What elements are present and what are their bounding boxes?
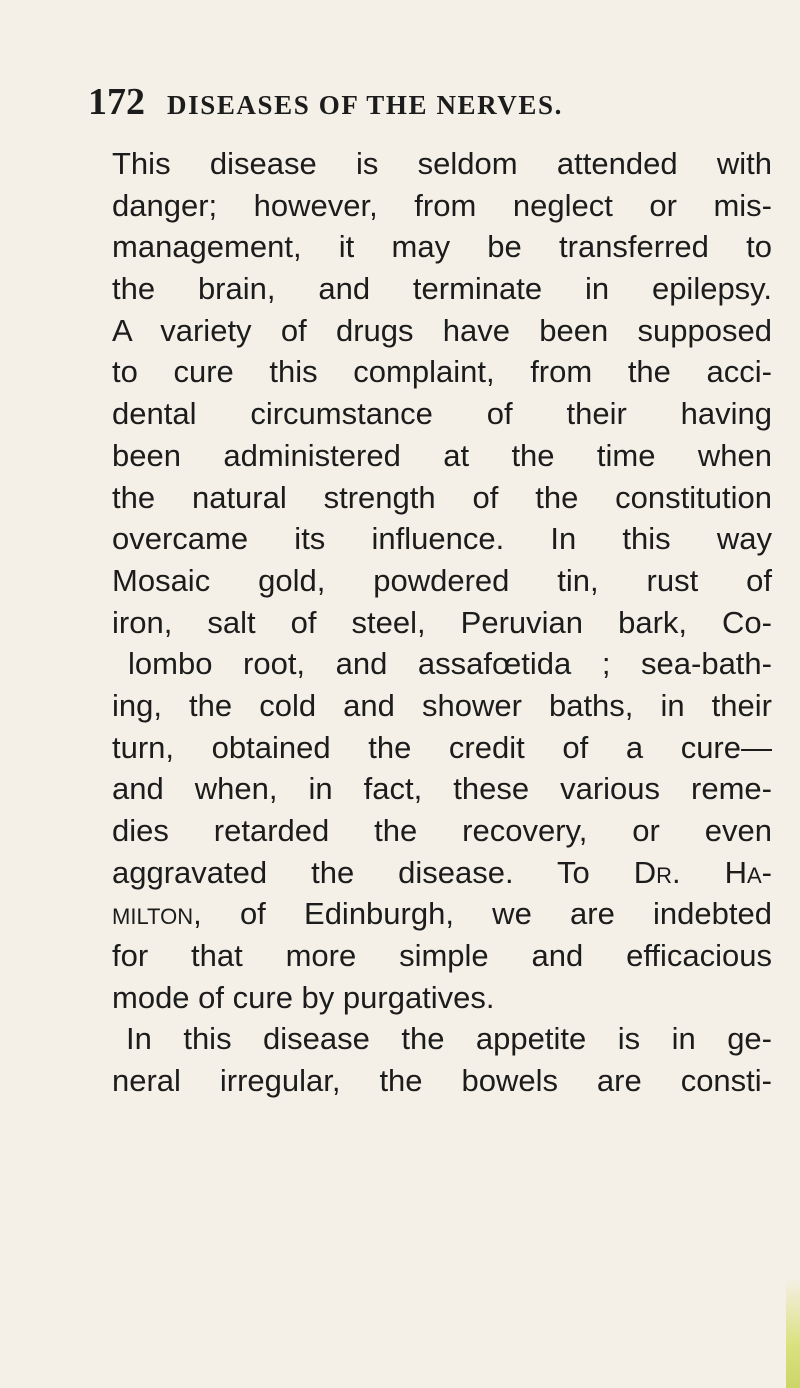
author-name-part: mi: [112, 896, 137, 932]
text-line: and when, in fact, these various reme-: [112, 771, 772, 807]
page-edge-stain: [786, 1278, 800, 1388]
author-name-part: lton: [136, 896, 194, 932]
text-line: to cure this complaint, from the acci-: [112, 354, 772, 390]
body-text: [112, 143, 772, 1102]
text-line: dental circumstance of their having: [112, 396, 772, 432]
text-line: overcame its influence. In this way: [112, 521, 772, 557]
text-line: danger; however, from neglect or mis-: [112, 187, 772, 223]
text-fragment: aggravated the disease. To: [112, 854, 634, 890]
text-line: mode of cure by purgatives.: [112, 979, 495, 1015]
text-line: In this disease the appetite is in ge-: [126, 1021, 772, 1057]
text-line: for that more simple and efficacious: [112, 938, 772, 974]
text-line: [112, 852, 772, 894]
text-line: turn, obtained the credit of a cure—: [112, 729, 772, 765]
running-head: DISEASES OF THE NERVES.: [167, 90, 563, 120]
text-line: iron, salt of steel, Peruvian bark, Co-: [112, 604, 772, 640]
page-number: 172: [88, 81, 145, 123]
text-line: lombo root, and assafœtida ; sea-bath-: [128, 646, 772, 682]
text-line: Mosaic gold, powdered tin, rust of: [112, 562, 772, 598]
text-line: the natural strength of the constitution: [112, 479, 772, 515]
text-fragment: , of Edinburgh, we are indebted: [193, 896, 772, 932]
author-name-part: Dr. Ha-: [633, 854, 772, 890]
page-header: [88, 80, 768, 130]
text-line: been administered at the time when: [112, 437, 772, 473]
text-line: neral irregular, the bowels are consti-: [112, 1063, 772, 1099]
text-line: ing, the cold and shower baths, in their: [112, 687, 772, 723]
text-line: the brain, and terminate in epilepsy.: [112, 271, 772, 307]
text-line: management, it may be transferred to: [112, 229, 772, 265]
text-line: A variety of drugs have been supposed: [112, 312, 772, 348]
text-line: dies retarded the recovery, or even: [112, 813, 772, 848]
text-line: This disease is seldom attended with: [112, 146, 772, 181]
text-line: [112, 893, 772, 935]
